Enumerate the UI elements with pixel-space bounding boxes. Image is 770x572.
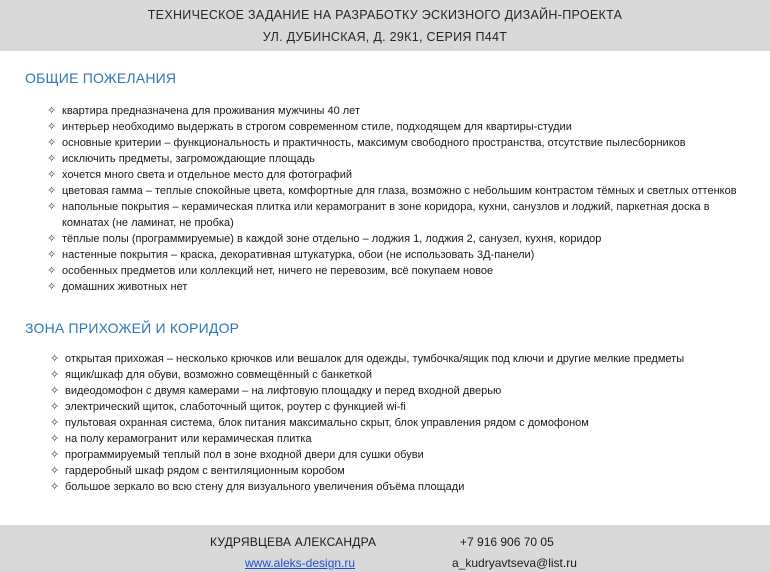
list-item: ✧ настенные покрытия – краска, декоративная штукатурка, обои (не использовать 3Д-панели) <box>47 249 535 261</box>
phone-number: +7 916 906 70 05 <box>460 535 554 549</box>
list-item: ✧ тёплые полы (программируемые) в каждой зоне отдельно – лоджия 1, лоджия 2, санузел, кухня, коридор <box>47 233 602 245</box>
bullet-icon: ✧ <box>50 449 60 461</box>
bullet-icon: ✧ <box>47 121 57 133</box>
bullet-icon: ✧ <box>50 353 60 365</box>
document-header <box>0 0 770 51</box>
bullet-icon: ✧ <box>50 401 60 413</box>
bullet-icon: ✧ <box>47 169 57 181</box>
bullet-icon: ✧ <box>47 153 57 165</box>
bullet-icon: ✧ <box>47 201 57 213</box>
document-address: УЛ. ДУБИНСКАЯ, Д. 29К1, СЕРИЯ П44Т <box>262 30 508 44</box>
bullet-icon: ✧ <box>47 185 57 197</box>
list-item: ✧ напольные покрытия – керамическая плитка или керамогранит в зоне коридора, кухни, санузлов и лоджий, паркетная доска в комнатах (не ламинат, не пробка) <box>47 201 710 229</box>
list-item: ✧ ящик/шкаф для обуви, возможно совмещённый с банкеткой <box>50 369 372 381</box>
bullet-icon: ✧ <box>50 369 60 381</box>
list-item: ✧ цветовая гамма – теплые спокойные цвета, комфортные для глаза, возможно с небольшим контрастом тёмных и светлых оттенков <box>47 185 737 197</box>
list-item: ✧ исключить предметы, загромождающие площадь <box>47 153 315 165</box>
bullet-icon: ✧ <box>47 249 57 261</box>
bullet-icon: ✧ <box>47 233 57 245</box>
bullet-icon: ✧ <box>50 433 60 445</box>
list-item: ✧ основные критерии – функциональность и практичность, максимум свободного пространства, отсутствие пылесборников <box>47 137 686 149</box>
bullet-icon: ✧ <box>50 465 60 477</box>
list-item: ✧ квартира предназначена для проживания мужчины 40 лет <box>47 105 360 117</box>
list-item: ✧ большое зеркало во всю стену для визуального увеличения объёма площади <box>50 481 465 493</box>
bullet-icon: ✧ <box>50 481 60 493</box>
email-address: a_kudryavtseva@list.ru <box>452 556 577 570</box>
general-list <box>47 103 747 295</box>
list-item: ✧ программируемый теплый пол в зоне входной двери для сушки обуви <box>50 449 424 461</box>
bullet-icon: ✧ <box>50 385 60 397</box>
list-item: ✧ особенных предметов или коллекций нет, ничего не перевозим, всё покупаем новое <box>47 265 494 277</box>
list-item: ✧ интерьер необходимо выдержать в строгом современном стиле, подходящем для квартиры-студии <box>47 121 572 133</box>
author-name: КУДРЯВЦЕВА АЛЕКСАНДРА <box>210 535 377 549</box>
website-link[interactable]: www.aleks-design.ru <box>245 556 356 570</box>
list-item: ✧ на полу керамогранит или керамическая плитка <box>50 433 312 445</box>
document-title: ТЕХНИЧЕСКОЕ ЗАДАНИЕ НА РАЗРАБОТКУ ЭСКИЗНОГО ДИЗАЙН-ПРОЕКТА <box>147 8 623 22</box>
list-item: ✧ видеодомофон с двумя камерами – на лифтовую площадку и перед входной дверью <box>50 385 502 397</box>
list-item: ✧ домашних животных нет <box>47 281 188 293</box>
hallway-list <box>50 351 750 495</box>
list-item: ✧ электрический щиток, слаботочный щиток, роутер с функцией wi-fi <box>50 401 406 413</box>
bullet-icon: ✧ <box>47 105 57 117</box>
list-item: ✧ хочется много света и отдельное место для фотографий <box>47 169 353 181</box>
list-item: ✧ гардеробный шкаф рядом с вентиляционным коробом <box>50 465 345 477</box>
bullet-icon: ✧ <box>47 281 57 293</box>
list-item: ✧ пультовая охранная система, блок питания максимально скрыт, блок управления рядом с домофоном <box>50 417 589 429</box>
bullet-icon: ✧ <box>47 137 57 149</box>
section-title-general: ОБЩИЕ ПОЖЕЛАНИЯ <box>25 70 177 86</box>
bullet-icon: ✧ <box>47 265 57 277</box>
list-item: ✧ открытая прихожая – несколько крючков или вешалок для одежды, тумбочка/ящик под ключи и другие мелкие предметы <box>50 353 685 365</box>
document-footer <box>0 525 770 572</box>
section-title-hallway: ЗОНА ПРИХОЖЕЙ И КОРИДОР <box>25 320 240 336</box>
bullet-icon: ✧ <box>50 417 60 429</box>
